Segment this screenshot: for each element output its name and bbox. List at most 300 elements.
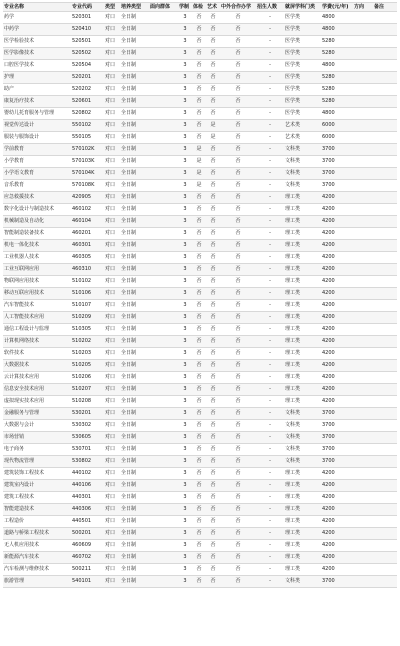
cell-sino-foreign: 否 [220,336,256,348]
column-header-duration: 学制 [178,3,192,12]
cell-subject-category: 文科类 [284,144,321,156]
cell-subject-category: 理工类 [284,528,321,540]
cell-target-group [149,348,178,360]
cell-target-group [149,288,178,300]
cell-art: 否 [206,528,220,540]
cell-sino-foreign: 否 [220,216,256,228]
cell-remarks [373,228,397,240]
cell-enrollment: - [256,300,284,312]
cell-duration: 3 [178,372,192,384]
cell-target-group [149,252,178,264]
cell-direction [353,312,373,324]
cell-major-code: 530201 [71,408,104,420]
cell-target-group [149,504,178,516]
table-row [3,48,397,60]
cell-duration: 3 [178,408,192,420]
cell-art: 否 [206,72,220,84]
cell-major-name: 工程造价 [3,516,71,528]
cell-major-name: 软件技术 [3,348,71,360]
cell-subject-category: 理工类 [284,384,321,396]
cell-duration: 3 [178,288,192,300]
cell-remarks [373,36,397,48]
cell-major-name: 建筑室内设计 [3,480,71,492]
cell-direction [353,132,373,144]
cell-duration: 3 [178,420,192,432]
cell-major-code: 460201 [71,228,104,240]
cell-study-mode: 全日制 [120,336,149,348]
cell-tuition: 4200 [321,324,353,336]
cell-art: 否 [206,516,220,528]
cell-subject-category: 理工类 [284,288,321,300]
cell-enrollment: - [256,108,284,120]
cell-study-mode: 全日制 [120,288,149,300]
cell-target-group [149,96,178,108]
cell-sino-foreign: 否 [220,372,256,384]
cell-major-code: 520201 [71,72,104,84]
table-row [3,516,397,528]
table-row [3,180,397,192]
cell-major-name: 物联网应用技术 [3,276,71,288]
cell-physical-exam: 否 [192,420,206,432]
cell-remarks [373,156,397,168]
cell-target-group [149,192,178,204]
cell-major-code: 520501 [71,36,104,48]
column-header-remarks: 备注 [373,3,397,12]
cell-physical-exam: 否 [192,456,206,468]
cell-major-name: 小学语文教育 [3,168,71,180]
table-row [3,156,397,168]
cell-subject-category: 文科类 [284,408,321,420]
cell-study-mode: 全日制 [120,96,149,108]
cell-direction [353,552,373,564]
cell-tuition: 4200 [321,216,353,228]
cell-direction [353,468,373,480]
table-row [3,480,397,492]
cell-direction [353,192,373,204]
cell-tuition: 4200 [321,480,353,492]
cell-type: 对口 [104,528,120,540]
cell-type: 对口 [104,144,120,156]
cell-direction [353,36,373,48]
cell-type: 对口 [104,24,120,36]
cell-art: 否 [206,180,220,192]
cell-type: 对口 [104,72,120,84]
cell-sino-foreign: 否 [220,252,256,264]
cell-enrollment: - [256,24,284,36]
cell-major-name: 应急救援技术 [3,192,71,204]
cell-study-mode: 全日制 [120,468,149,480]
cell-subject-category: 理工类 [284,264,321,276]
table-row [3,288,397,300]
cell-physical-exam: 是 [192,168,206,180]
cell-major-name: 婴幼儿托育服务与管理 [3,108,71,120]
cell-duration: 3 [178,216,192,228]
table-row [3,564,397,576]
cell-major-name: 通信工程设计与监理 [3,324,71,336]
cell-tuition: 5280 [321,48,353,60]
cell-physical-exam: 否 [192,36,206,48]
table-row [3,576,397,588]
cell-subject-category: 医学类 [284,12,321,24]
cell-direction [353,180,373,192]
cell-tuition: 4200 [321,552,353,564]
cell-physical-exam: 否 [192,432,206,444]
cell-enrollment: - [256,72,284,84]
cell-study-mode: 全日制 [120,360,149,372]
cell-direction [353,144,373,156]
cell-remarks [373,552,397,564]
cell-physical-exam: 否 [192,252,206,264]
cell-type: 对口 [104,252,120,264]
cell-study-mode: 全日制 [120,156,149,168]
cell-duration: 3 [178,528,192,540]
cell-physical-exam: 否 [192,360,206,372]
cell-type: 对口 [104,204,120,216]
cell-study-mode: 全日制 [120,432,149,444]
cell-enrollment: - [256,12,284,24]
cell-type: 对口 [104,336,120,348]
column-header-direction: 方向 [353,3,373,12]
cell-type: 对口 [104,468,120,480]
cell-major-name: 医学影像技术 [3,48,71,60]
cell-enrollment: - [256,468,284,480]
cell-subject-category: 文科类 [284,180,321,192]
cell-duration: 3 [178,516,192,528]
cell-duration: 3 [178,168,192,180]
cell-duration: 3 [178,36,192,48]
cell-type: 对口 [104,372,120,384]
cell-type: 对口 [104,276,120,288]
cell-art: 否 [206,456,220,468]
cell-target-group [149,180,178,192]
cell-target-group [149,516,178,528]
cell-remarks [373,540,397,552]
cell-art: 否 [206,480,220,492]
cell-art: 否 [206,432,220,444]
cell-target-group [149,120,178,132]
column-header-physical-exam: 体检 [192,3,206,12]
cell-duration: 3 [178,156,192,168]
cell-enrollment: - [256,204,284,216]
table-row [3,360,397,372]
cell-remarks [373,384,397,396]
cell-physical-exam: 否 [192,108,206,120]
cell-study-mode: 全日制 [120,276,149,288]
cell-duration: 3 [178,564,192,576]
table-row [3,204,397,216]
cell-duration: 3 [178,576,192,588]
cell-direction [353,348,373,360]
table-row [3,60,397,72]
cell-tuition: 4200 [321,336,353,348]
cell-art: 否 [206,384,220,396]
cell-major-name: 无人机应用技术 [3,540,71,552]
cell-art: 否 [206,540,220,552]
cell-target-group [149,444,178,456]
cell-remarks [373,324,397,336]
cell-enrollment: - [256,216,284,228]
cell-art: 否 [206,264,220,276]
cell-target-group [149,144,178,156]
table-row [3,540,397,552]
cell-enrollment: - [256,492,284,504]
table-row [3,144,397,156]
cell-enrollment: - [256,252,284,264]
cell-major-code: 440306 [71,504,104,516]
cell-subject-category: 艺术类 [284,132,321,144]
cell-target-group [149,36,178,48]
cell-direction [353,516,373,528]
cell-major-name: 大数据与会计 [3,420,71,432]
cell-art: 否 [206,108,220,120]
cell-subject-category: 医学类 [284,108,321,120]
cell-study-mode: 全日制 [120,168,149,180]
cell-type: 对口 [104,12,120,24]
cell-major-code: 440102 [71,468,104,480]
cell-major-name: 信息安全技术应用 [3,384,71,396]
cell-major-name: 小学教育 [3,156,71,168]
cell-art: 否 [206,312,220,324]
cell-physical-exam: 否 [192,216,206,228]
cell-major-code: 510206 [71,372,104,384]
cell-subject-category: 理工类 [284,276,321,288]
cell-duration: 3 [178,60,192,72]
cell-physical-exam: 否 [192,288,206,300]
cell-art: 否 [206,324,220,336]
cell-type: 对口 [104,504,120,516]
cell-major-name: 数字化设计与制造技术 [3,204,71,216]
cell-sino-foreign: 否 [220,432,256,444]
cell-enrollment: - [256,192,284,204]
cell-enrollment: - [256,408,284,420]
cell-direction [353,276,373,288]
cell-physical-exam: 否 [192,492,206,504]
cell-tuition: 6000 [321,120,353,132]
cell-remarks [373,60,397,72]
cell-enrollment: - [256,120,284,132]
cell-major-name: 新能源汽车技术 [3,552,71,564]
cell-tuition: 4200 [321,492,353,504]
cell-art: 否 [206,84,220,96]
cell-target-group [149,540,178,552]
cell-tuition: 3700 [321,156,353,168]
cell-physical-exam: 否 [192,84,206,96]
cell-duration: 3 [178,84,192,96]
cell-sino-foreign: 否 [220,552,256,564]
cell-tuition: 4200 [321,468,353,480]
cell-subject-category: 理工类 [284,480,321,492]
column-header-study-mode: 培养类型 [120,3,149,12]
cell-subject-category: 理工类 [284,540,321,552]
cell-remarks [373,336,397,348]
cell-sino-foreign: 否 [220,540,256,552]
cell-tuition: 4200 [321,372,353,384]
cell-remarks [373,12,397,24]
cell-subject-category: 文科类 [284,420,321,432]
cell-target-group [149,48,178,60]
cell-duration: 3 [178,24,192,36]
cell-duration: 3 [178,492,192,504]
cell-type: 对口 [104,396,120,408]
cell-tuition: 4800 [321,12,353,24]
cell-art: 否 [206,12,220,24]
cell-enrollment: - [256,360,284,372]
cell-physical-exam: 否 [192,240,206,252]
cell-remarks [373,504,397,516]
cell-target-group [149,228,178,240]
cell-subject-category: 理工类 [284,204,321,216]
cell-enrollment: - [256,348,284,360]
cell-duration: 3 [178,204,192,216]
cell-target-group [149,108,178,120]
cell-study-mode: 全日制 [120,72,149,84]
cell-subject-category: 文科类 [284,576,321,588]
cell-duration: 3 [178,264,192,276]
cell-art: 是 [206,132,220,144]
cell-art: 否 [206,492,220,504]
cell-duration: 3 [178,120,192,132]
cell-sino-foreign: 否 [220,240,256,252]
cell-direction [353,540,373,552]
table-row [3,108,397,120]
cell-direction [353,48,373,60]
table-row [3,504,397,516]
cell-sino-foreign: 否 [220,96,256,108]
cell-study-mode: 全日制 [120,444,149,456]
cell-art: 否 [206,60,220,72]
cell-remarks [373,252,397,264]
cell-target-group [149,264,178,276]
cell-subject-category: 理工类 [284,228,321,240]
cell-tuition: 3700 [321,180,353,192]
cell-major-code: 570104K [71,168,104,180]
cell-remarks [373,288,397,300]
cell-physical-exam: 是 [192,180,206,192]
cell-major-name: 工业机器人技术 [3,252,71,264]
cell-study-mode: 全日制 [120,456,149,468]
cell-major-name: 服装与服饰设计 [3,132,71,144]
cell-major-code: 530701 [71,444,104,456]
cell-study-mode: 全日制 [120,312,149,324]
cell-target-group [149,468,178,480]
cell-major-name: 学前教育 [3,144,71,156]
cell-remarks [373,84,397,96]
cell-study-mode: 全日制 [120,120,149,132]
cell-sino-foreign: 否 [220,24,256,36]
cell-major-code: 510203 [71,348,104,360]
cell-subject-category: 理工类 [284,360,321,372]
cell-physical-exam: 否 [192,120,206,132]
cell-major-name: 云计算技术应用 [3,372,71,384]
cell-sino-foreign: 否 [220,228,256,240]
cell-tuition: 3700 [321,168,353,180]
cell-type: 对口 [104,288,120,300]
cell-remarks [373,24,397,36]
cell-major-code: 510107 [71,300,104,312]
cell-physical-exam: 是 [192,156,206,168]
cell-study-mode: 全日制 [120,408,149,420]
cell-study-mode: 全日制 [120,192,149,204]
cell-enrollment: - [256,324,284,336]
cell-direction [353,360,373,372]
cell-target-group [149,480,178,492]
table-row [3,24,397,36]
cell-major-code: 530302 [71,420,104,432]
cell-art: 否 [206,300,220,312]
cell-remarks [373,216,397,228]
cell-major-name: 虚拟现实技术应用 [3,396,71,408]
cell-major-name: 道路与桥梁工程技术 [3,528,71,540]
cell-enrollment: - [256,36,284,48]
cell-direction [353,396,373,408]
table-row [3,444,397,456]
cell-sino-foreign: 否 [220,480,256,492]
cell-type: 对口 [104,324,120,336]
cell-major-code: 510207 [71,384,104,396]
cell-duration: 3 [178,192,192,204]
cell-tuition: 3700 [321,456,353,468]
cell-enrollment: - [256,384,284,396]
cell-study-mode: 全日制 [120,300,149,312]
cell-sino-foreign: 否 [220,384,256,396]
cell-tuition: 4200 [321,228,353,240]
cell-physical-exam: 否 [192,324,206,336]
cell-major-name: 建筑工程技术 [3,492,71,504]
table-row [3,336,397,348]
cell-sino-foreign: 否 [220,180,256,192]
table-row [3,228,397,240]
cell-type: 对口 [104,240,120,252]
table-row [3,240,397,252]
cell-type: 对口 [104,96,120,108]
cell-remarks [373,432,397,444]
cell-subject-category: 理工类 [284,504,321,516]
cell-direction [353,252,373,264]
cell-physical-exam: 否 [192,396,206,408]
cell-subject-category: 理工类 [284,336,321,348]
cell-remarks [373,96,397,108]
cell-tuition: 3700 [321,432,353,444]
cell-tuition: 3700 [321,408,353,420]
cell-subject-category: 文科类 [284,456,321,468]
cell-duration: 3 [178,276,192,288]
cell-sino-foreign: 否 [220,144,256,156]
cell-remarks [373,456,397,468]
cell-target-group [149,432,178,444]
cell-major-code: 520301 [71,12,104,24]
cell-physical-exam: 否 [192,336,206,348]
cell-enrollment: - [256,564,284,576]
cell-major-code: 520601 [71,96,104,108]
cell-study-mode: 全日制 [120,372,149,384]
cell-subject-category: 理工类 [284,492,321,504]
cell-direction [353,108,373,120]
cell-major-code: 460702 [71,552,104,564]
cell-target-group [149,84,178,96]
cell-study-mode: 全日制 [120,60,149,72]
cell-study-mode: 全日制 [120,552,149,564]
table-row [3,492,397,504]
cell-duration: 3 [178,240,192,252]
cell-tuition: 4200 [321,348,353,360]
cell-physical-exam: 否 [192,480,206,492]
cell-subject-category: 理工类 [284,348,321,360]
cell-duration: 3 [178,228,192,240]
cell-direction [353,300,373,312]
cell-direction [353,432,373,444]
cell-art: 否 [206,96,220,108]
cell-type: 对口 [104,360,120,372]
